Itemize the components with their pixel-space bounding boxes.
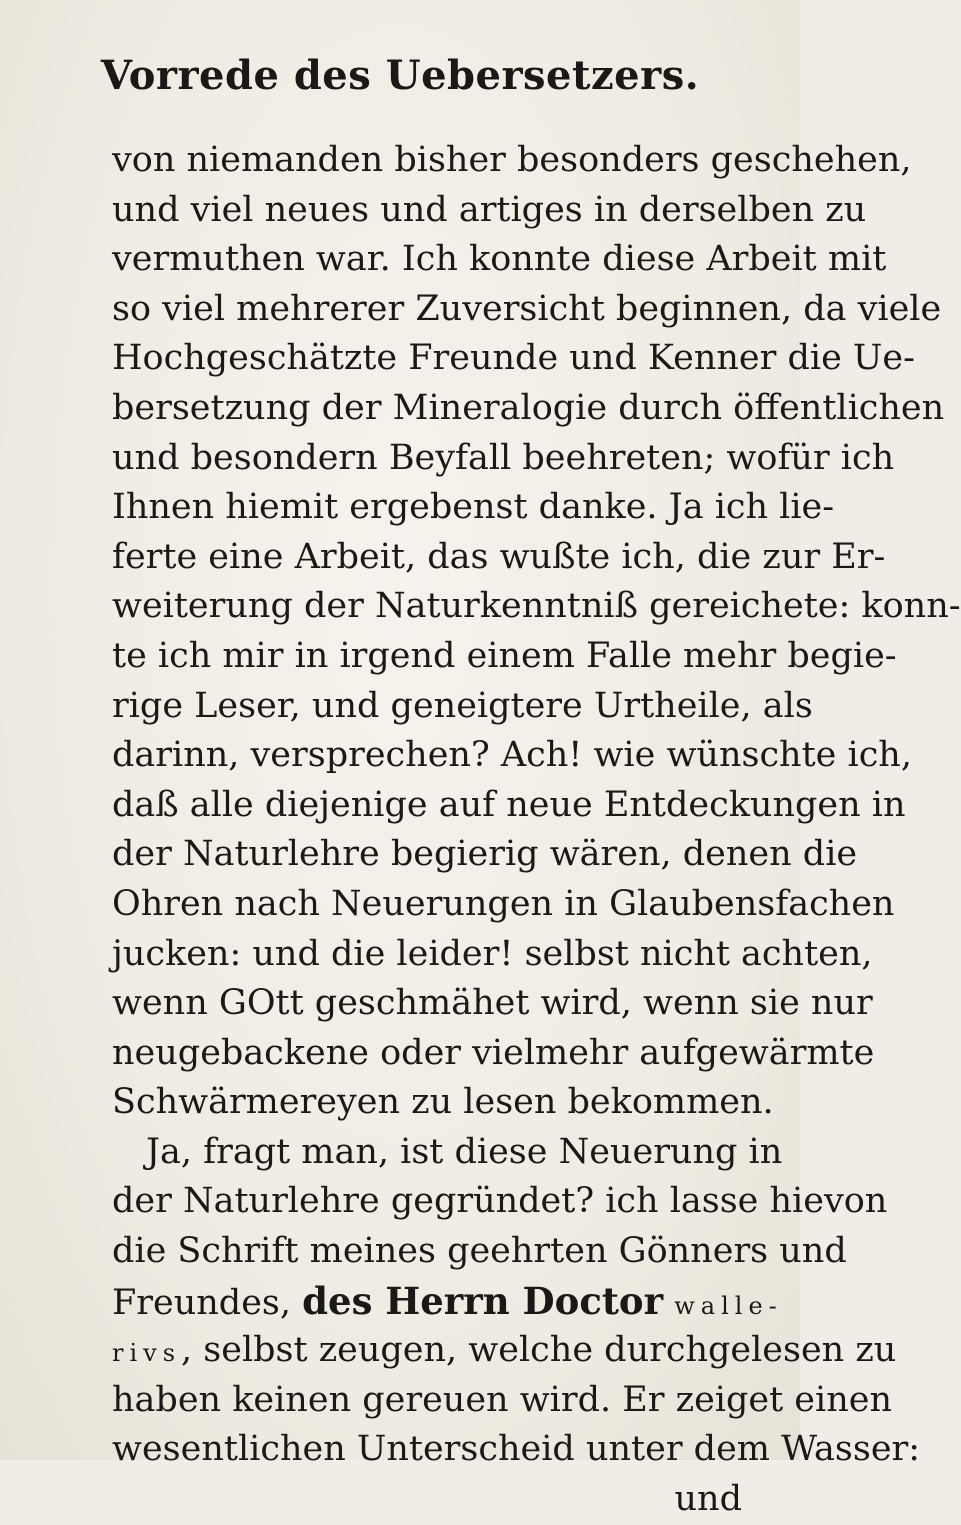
text-line: te ich mir in irgend einem Falle mehr begie-	[112, 635, 897, 676]
text-segment: , selbst zeugen, welche durchgelesen zu	[181, 1330, 897, 1371]
text-line: vermuthen war. Ich konnte diese Arbeit mit	[112, 239, 887, 280]
text-line: Ja, fragt man, ist diese Neuerung in	[146, 1131, 783, 1172]
text-line: Schwärmereyen zu lesen bekommen.	[112, 1082, 774, 1123]
text-line: und besondern Beyfall beehreten; wofür ich	[112, 437, 895, 478]
text-line: der Naturlehre gegründet? ich lasse hievon	[112, 1181, 888, 1222]
body-text	[112, 136, 961, 1525]
text-line-mixed	[112, 1277, 783, 1327]
text-line: und viel neues und artiges in derselben zu	[112, 189, 867, 230]
text-segment-bold: des Herrn Doctor	[302, 1278, 664, 1323]
text-line: so viel mehrerer Zuversicht beginnen, da viele	[112, 288, 942, 329]
text-line: die Schrift meines geehrten Gönners und	[112, 1231, 847, 1272]
text-line: neugebackene oder vielmehr aufgewärmte	[112, 1032, 875, 1073]
text-line: haben keinen gereuen wird. Er zeiget einen	[112, 1379, 893, 1420]
text-line: weiterung der Naturkenntniß gereichete: konn-	[112, 586, 961, 627]
text-line-mixed	[112, 1326, 897, 1376]
text-line: rige Leser, und geneigtere Urtheile, als	[112, 685, 813, 726]
page-header: Vorrede des Uebersetzers.	[100, 52, 700, 99]
text-line: darinn, versprechen? Ach! wie wünschte ich,	[112, 735, 912, 776]
text-line: jucken: und die leider! selbst nicht achten,	[112, 933, 873, 974]
text-line: wesentlichen Unterscheid unter dem Wasser:	[112, 1429, 921, 1470]
text-line: der Naturlehre begierig wären, denen die	[112, 834, 858, 875]
text-segment: Freundes,	[112, 1282, 303, 1323]
text-line: daß alle diejenige auf neue Entdeckungen in	[112, 784, 906, 825]
text-line: Ohren nach Neuerungen in Glaubensfachen	[112, 883, 895, 924]
text-line: von niemanden bisher besonders geschehen,	[112, 140, 912, 180]
text-segment-caps: rivs	[112, 1339, 182, 1368]
text-line: bersetzung der Mineralogie durch öffentlichen	[112, 387, 945, 428]
text-line: Ihnen hiemit ergebenst danke. Ja ich lie-	[112, 487, 835, 528]
text-line: Hochgeschätzte Freunde und Kenner die Ue-	[112, 338, 915, 379]
text-segment-caps: walle-	[674, 1291, 783, 1320]
text-line: ferte eine Arbeit, das wußte ich, die zur Er-	[112, 536, 886, 577]
catchword: und	[674, 1479, 742, 1520]
text-line: wenn GOtt geschmähet wird, wenn sie nur	[112, 983, 873, 1024]
